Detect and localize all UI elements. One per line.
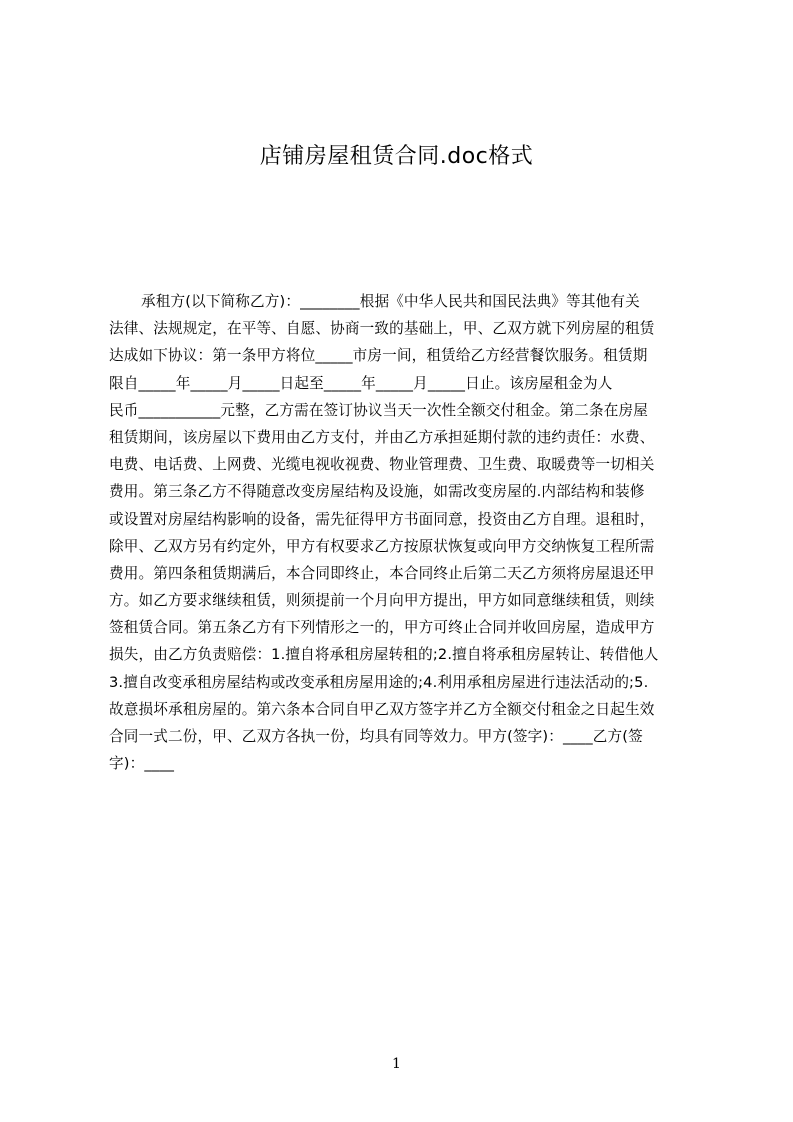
body-line-5: 民币___________元整，乙方需在签订协议当天一次性全额交付租金。第二条在房屋 — [109, 401, 648, 419]
body-line-11: 费用。第四条租赁期满后，本合同即终止，本合同终止后第二天乙方须将房屋退还甲 — [109, 564, 655, 582]
body-line-15: 3.擅自改变承租房屋结构或改变承租房屋用途的;4.利用承租房屋进行违法活动的;5. — [109, 673, 649, 691]
contract-body — [109, 288, 700, 777]
body-line-9: 或设置对房屋结构影响的设备，需先征得甲方书面同意，投资由乙方自理。退租时， — [109, 510, 655, 528]
body-line-3: 达成如下协议：第一条甲方将位_____市房一间，租赁给乙方经营餐饮服务。租赁期 — [109, 347, 648, 365]
body-line-16: 故意损坏承租房屋的。第六条本合同自甲乙双方签字并乙方全额交付租金之日起生效 — [109, 700, 655, 718]
body-line-12: 方。如乙方要求继续租赁，则须提前一个月向甲方提出，甲方如同意继续租赁，则续 — [109, 592, 655, 610]
body-line-14: 损失，由乙方负责赔偿：1.擅自将承租房屋转租的;2.擅自将承租房屋转让、转借他人 — [109, 646, 659, 664]
document-title: 店铺房屋租赁合同.doc格式 — [259, 144, 534, 169]
body-line-2: 法律、法规规定，在平等、自愿、协商一致的基础上，甲、乙双方就下列房屋的租赁 — [109, 320, 655, 338]
body-line-17: 合同一式二份，甲、乙双方各执一份，均具有同等效力。甲方(签字)：____乙方(签 — [109, 728, 643, 745]
body-line-4: 限自_____年_____月_____日起至_____年_____月_____日止。该房屋租金为人 — [109, 374, 613, 392]
body-line-18: 字)：____ — [109, 755, 175, 773]
body-line-13: 签租赁合同。第五条乙方有下列情形之一的，甲方可终止合同并收回房屋，造成甲方 — [109, 619, 655, 637]
body-line-10: 除甲、乙双方另有约定外，甲方有权要求乙方按原状恢复或向甲方交纳恢复工程所需 — [109, 537, 655, 555]
body-line-8: 费用。第三条乙方不得随意改变房屋结构及设施，如需改变房屋的.内部结构和装修 — [109, 483, 645, 501]
page-number: 1 — [392, 1056, 401, 1072]
body-line-6: 租赁期间，该房屋以下费用由乙方支付，并由乙方承担延期付款的违约责任：水费、 — [109, 428, 655, 446]
body-line-1: 承租方(以下简称乙方)：________根据《中华人民共和国民法典》等其他有关 — [141, 293, 640, 310]
body-line-7: 电费、电话费、上网费、光缆电视收视费、物业管理费、卫生费、取暖费等一切相关 — [109, 456, 655, 474]
